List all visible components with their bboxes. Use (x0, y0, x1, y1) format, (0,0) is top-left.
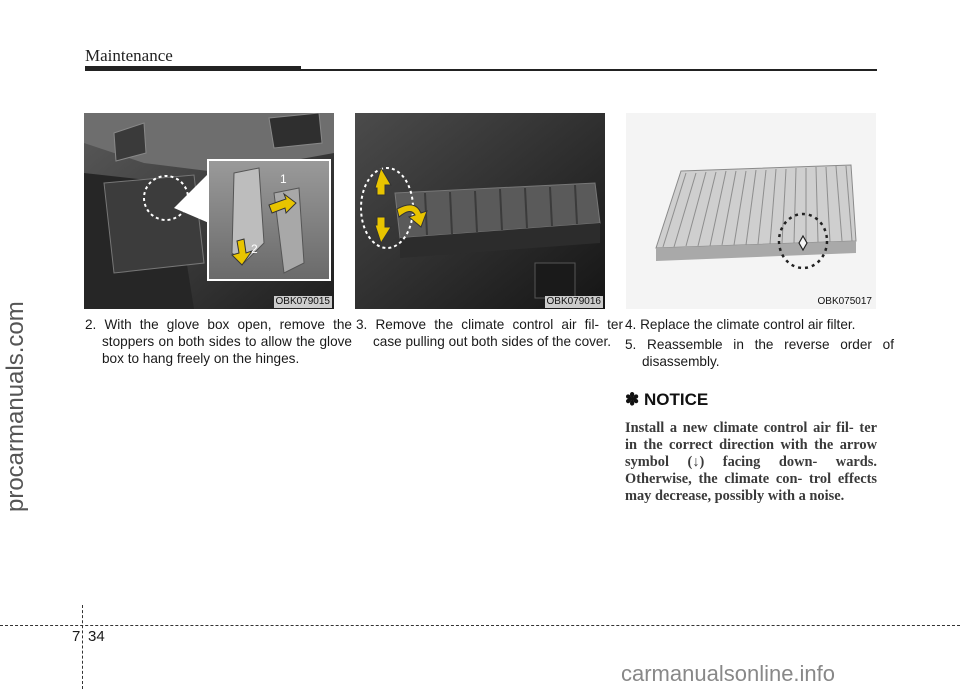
figure-code: OBK079015 (275, 296, 330, 307)
title-rule (301, 69, 877, 71)
notice-star-icon: ✽ (625, 390, 640, 409)
callout-2: 2 (251, 242, 258, 256)
footer-divider (0, 625, 960, 626)
notice-body: Install a new climate control air fil- ter in the correct direction with the arrow symbol (↓) facing down- wards. Otherwise, the climate con- trol effects may decrease, possibly with a noise. (625, 420, 877, 504)
filter-case-illustration (355, 113, 605, 309)
section-title: Maintenance (85, 46, 173, 65)
footer-vertical-divider (82, 605, 83, 689)
title-bar (85, 66, 301, 71)
step-3-text: 3. Remove the climate control air fil- ter case pulling out both sides of the cover. (356, 317, 623, 349)
figure-code: OBK075017 (817, 296, 872, 307)
glove-box-illustration (84, 113, 334, 309)
figure-glove-box (84, 113, 334, 309)
footer-watermark: carmanualsonline.info (621, 661, 836, 686)
air-filter-illustration (626, 113, 876, 309)
step-5-text: 5. Reassemble in the reverse order of disassembly. (625, 337, 894, 369)
step-4-text: 4. Replace the climate control air filter. (625, 317, 856, 332)
step-2-text: 2. With the glove box open, remove the stoppers on both sides to allow the glove box to hang freely on the hinges. (85, 317, 352, 366)
figure-code: OBK079016 (546, 296, 601, 307)
figure-filter-case (355, 113, 605, 309)
side-watermark: procarmanuals.com (2, 301, 29, 512)
callout-1: 1 (280, 172, 287, 186)
figure-air-filter (626, 113, 876, 309)
chapter-number: 7 (72, 628, 81, 645)
notice-title: NOTICE (643, 390, 709, 409)
page-number: 34 (88, 628, 105, 645)
notice-heading (625, 390, 708, 410)
